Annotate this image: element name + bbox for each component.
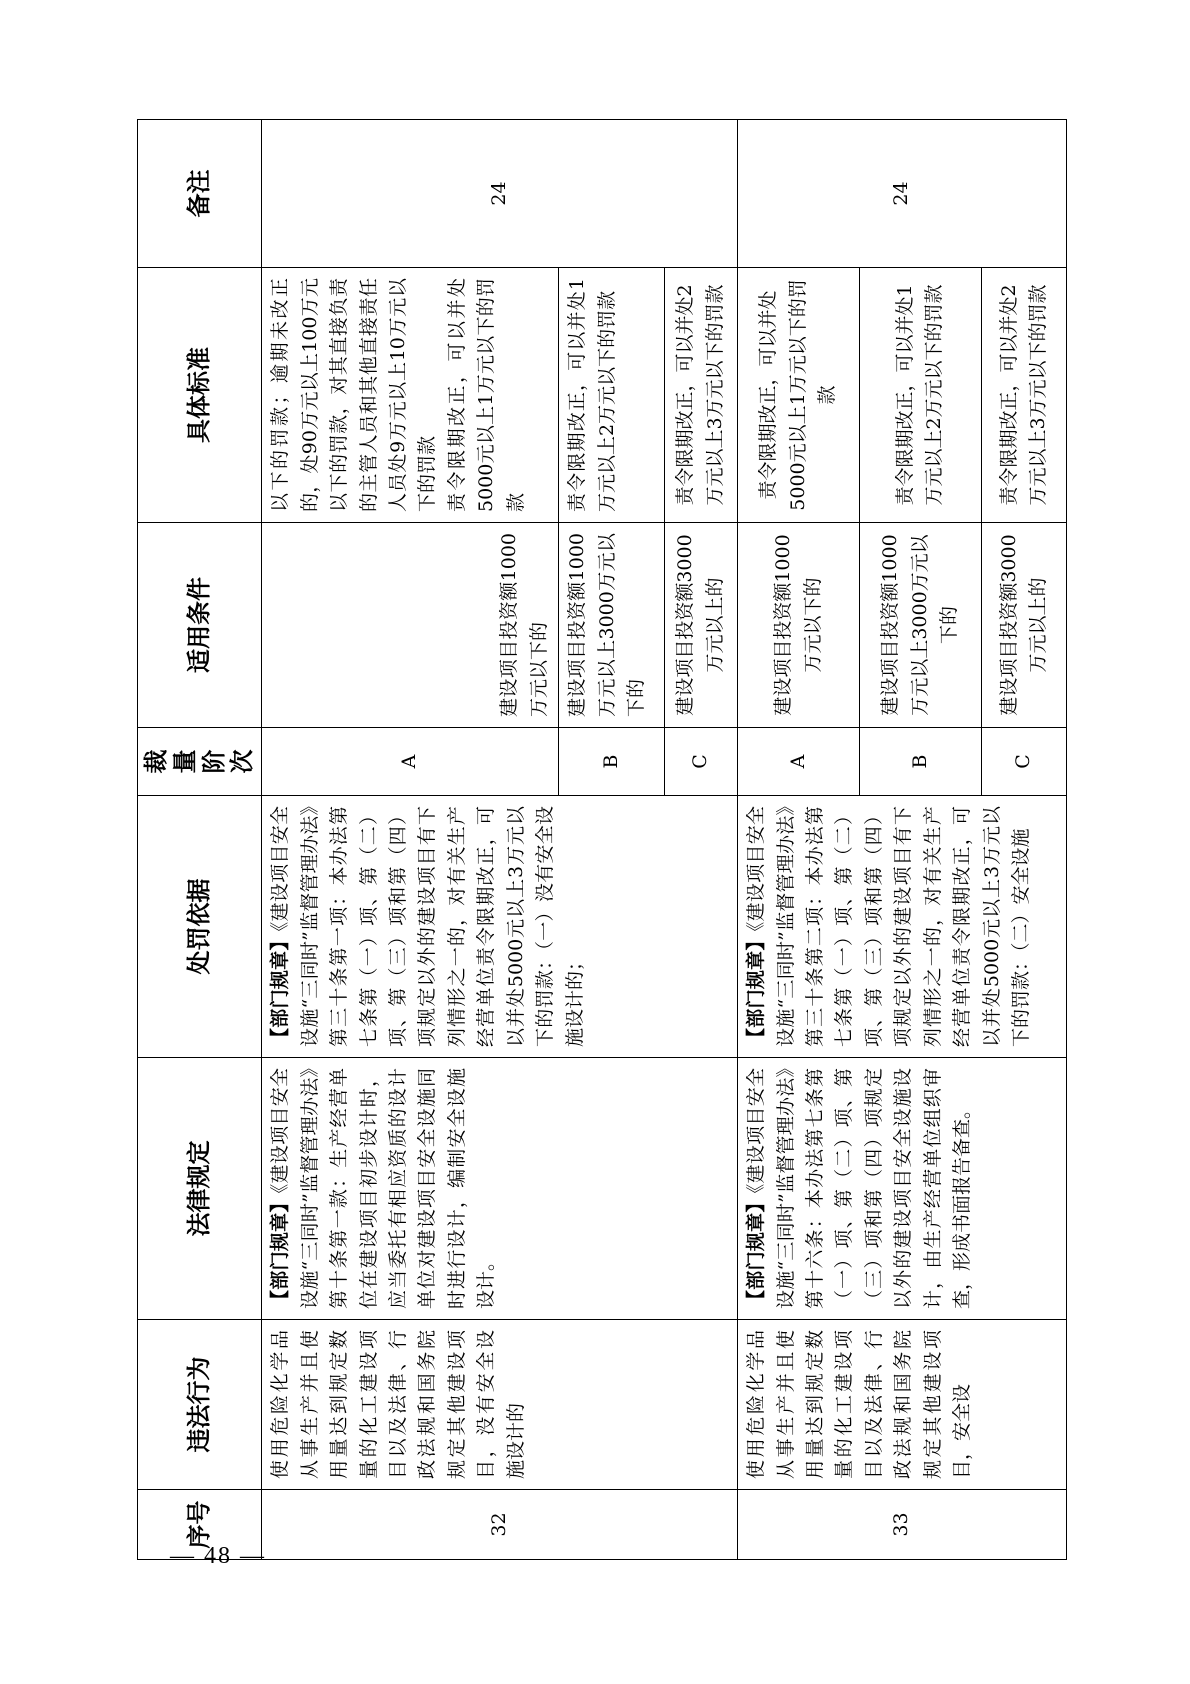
cell-standard: 责令限期改正，可以并处1万元以上2万元以下的罚款 [559, 268, 664, 523]
cell-violation: 使用危险化学品从事生产并且使用量达到规定数量的化工建设项目以及法律、行政法规和国务院规定其他建设项目，没有安全设施设计的 [262, 1320, 738, 1490]
penalty-discretion-table [137, 119, 1067, 1560]
cell-standard: 责令限期改正，可以并处2万元以上3万元以下的罚款 [981, 268, 1066, 523]
basis-text: 《建设项目安全设施“三同时”监督管理办法》第三十条第二项：本办法第七条第（一）项、第（二）项、第（三）项和第（四）项规定以外的建设项目有下列情形之一的，对有关生产经营单位责令限期改正，可以并处5000元以上3万元以下的罚款：（二）安全设施 [745, 806, 1033, 1047]
cell-basis [738, 796, 1067, 1058]
cell-level: C [981, 728, 1066, 796]
cell-seq: 33 [738, 1490, 1067, 1560]
standard-continued-text: 以下的罚款；逾期未改正的，处90万元以上100万元以下的罚款，对其直接负责的主管人员和其他直接责任人员处9万元以上10万元以下的罚款 [269, 278, 439, 512]
cell-level: A [738, 728, 860, 796]
cell-level: A [262, 728, 559, 796]
cell-level: B [860, 728, 982, 796]
table-row-32-tier-a [262, 120, 559, 1560]
law-bracket: 【部门规章】 [269, 1193, 292, 1309]
standard-text: 责令限期改正，可以并处5000元以上1万元以下的罚款 [445, 278, 527, 512]
page-number: — 48 — [170, 1543, 266, 1569]
cell-standard [262, 268, 559, 523]
cell-condition: 建设项目投资额3000万元以上的 [664, 523, 738, 728]
cell-condition: 建设项目投资额1000万元以上3000万元以下的 [559, 523, 664, 728]
cell-basis [262, 796, 738, 1058]
cell-standard: 责令限期改正，可以并处1万元以上2万元以下的罚款 [860, 268, 982, 523]
header-condition: 适用条件 [138, 523, 262, 728]
header-row [138, 120, 262, 1560]
cell-condition: 建设项目投资额3000万元以上的 [981, 523, 1066, 728]
header-level: 裁量阶次 [138, 728, 262, 796]
cell-level: C [664, 728, 738, 796]
cell-law [738, 1058, 1067, 1320]
cell-note: 24 [262, 120, 738, 268]
cell-condition: 建设项目投资额1000万元以下的 [738, 523, 860, 728]
cell-violation: 使用危险化学品从事生产并且使用量达到规定数量的化工建设项目以及法律、行政法规和国务院规定其他建设项目，安全设 [738, 1320, 1067, 1490]
cell-standard: 责令限期改正，可以并处2万元以上3万元以下的罚款 [664, 268, 738, 523]
basis-bracket: 【部门规章】 [269, 931, 292, 1047]
rotated-table-page [137, 120, 1067, 1560]
cell-note: 24 [738, 120, 1067, 268]
header-seq: 序号 [138, 1490, 262, 1560]
law-text: 《建设项目安全设施“三同时”监督管理办法》第十条第一款：生产经营单位在建设项目初步设计时，应当委托有相应资质的设计单位对建设项目安全设施同时进行设计，编制安全设施设计。 [269, 1068, 498, 1309]
header-law: 法律规定 [138, 1058, 262, 1320]
law-text: 《建设项目安全设施“三同时”监督管理办法》第十六条：本办法第七条第（一）项、第（二）项、第（三）项和第（四）项规定以外的建设项目安全设施设计，由生产经营单位组织审查，形成书面报告备查。 [745, 1068, 974, 1309]
header-standard: 具体标准 [138, 268, 262, 523]
cell-seq: 32 [262, 1490, 738, 1560]
cell-standard: 责令限期改正，可以并处5000元以上1万元以下的罚款 [738, 268, 860, 523]
cell-condition: 建设项目投资额1000万元以下的 [262, 523, 559, 728]
cell-law [262, 1058, 738, 1320]
basis-bracket: 【部门规章】 [745, 931, 768, 1047]
cell-condition: 建设项目投资额1000万元以上3000万元以下的 [860, 523, 982, 728]
law-bracket: 【部门规章】 [745, 1193, 768, 1309]
cell-level: B [559, 728, 664, 796]
basis-text: 《建设项目安全设施“三同时”监督管理办法》第三十条第一项：本办法第七条第（一）项、第（二）项、第（三）项和第（四）项规定以外的建设项目有下列情形之一的，对有关生产经营单位责令限期改正，可以并处5000元以上3万元以下的罚款：（一）没有安全设施设计的； [269, 806, 586, 1047]
table-row-33-tier-a [738, 120, 860, 1560]
header-violation: 违法行为 [138, 1320, 262, 1490]
header-note: 备注 [138, 120, 262, 268]
header-basis: 处罚依据 [138, 796, 262, 1058]
